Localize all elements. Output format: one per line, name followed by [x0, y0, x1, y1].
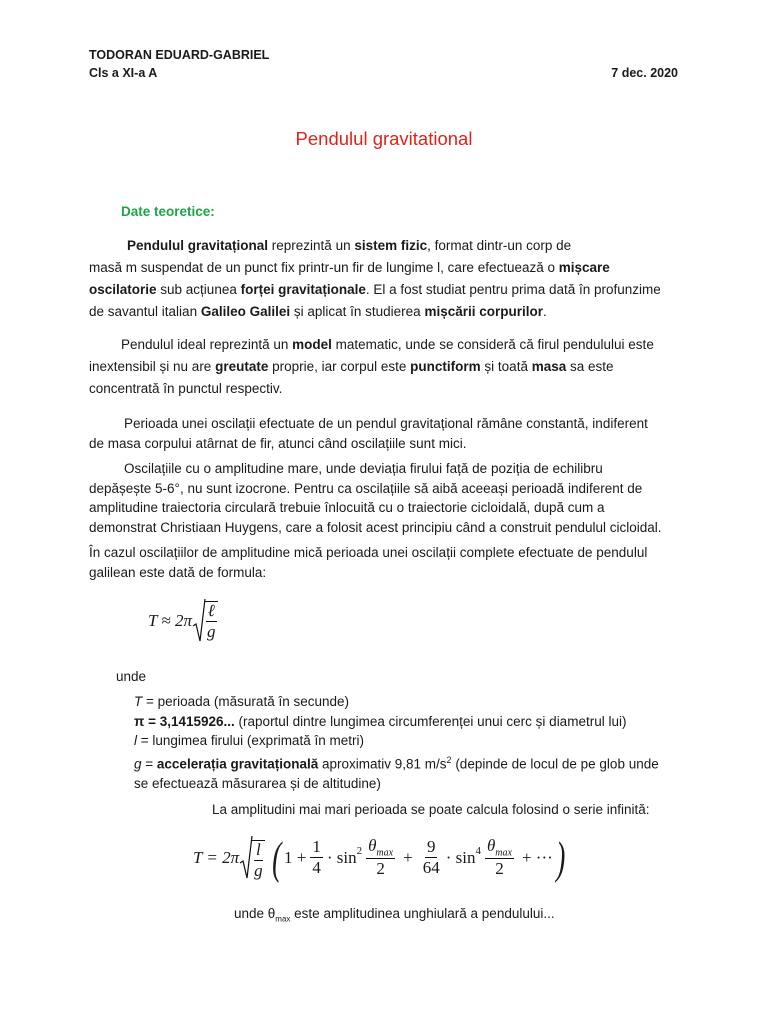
page-title: Pendulul gravitational	[295, 128, 473, 149]
where-label: unde	[116, 669, 147, 684]
paragraph-2: Pendulul ideal reprezintă un model matematic, unde se consideră că firul pendulului este inextensibil și nu are greutate proprie, iar corpul este punctiform și toată masa sa este concentrată în punctul respectiv.	[89, 337, 654, 396]
formula-series: T = 2π $\frac{l}{g}$ ( 1 + $\frac{1}{4}$ · sin $^2$ $\frac{\theta_{max}}{2}$ + $\frac{9}{64}$ · sin $^4$ $\frac{\theta_{max}}{2}$ + ··· )	[193, 832, 566, 883]
def-gravity: g = accelerația gravitațională aproximativ 9,81 $m/s^2$ (depinde de locul de pe glob unde	[134, 754, 659, 771]
definitions-list: T = perioada (măsurată în secunde) π = 3,1415926... (raportul dintre lungimea circumferenței unui cerc și diametrul lui) l = lungimea firului (exprimată în metri) g = accelerația gravitațională aproximativ 9,81 $m/s^2$ (depinde de locul de pe glob unde se efectuează măsurarea și de altitudine)	[134, 694, 659, 791]
def-period: T = perioada (măsurată în secunde)	[134, 694, 349, 709]
paragraph-3: Perioada unei oscilații efectuate de un pendul gravitațional rămâne constantă, indiferent de masa corpului atârnat de fir, atunci când oscilațiile sunt mici.	[89, 416, 648, 451]
paragraph-4: Oscilațiile cu o amplitudine mare, unde deviația firului față de poziția de echilibru depășește 5-6°, nu sunt izocrone. Pentru ca oscilațiile să aibă aceeași perioadă indiferent de amplitudine traiectoria circulară trebuie înlocuită cu o traiectorie cicloidală, după cum a demonstrat Christiaan Huygens, care a folosit acest principiu când a construit pendulul cicloidal.	[89, 461, 662, 535]
author-name: TODORAN EDUARD-GABRIEL	[89, 48, 270, 62]
date-label: 7 dec. 2020	[611, 66, 678, 80]
paragraph-6: La amplitudini mai mari perioada se poate calcula folosind o serie infinită:	[212, 802, 650, 817]
paragraph-5: În cazul oscilațiilor de amplitudine mică perioada unei oscilații complete efectuate de pendulul galilean este dată de formula:	[89, 545, 648, 580]
paragraph-7: unde $\theta_{max}$ este amplitudinea unghiulară a pendulului...	[234, 906, 555, 924]
def-pi: π = 3,1415926... (raportul dintre lungimea circumferenței unui cerc și diametrul lui)	[134, 713, 627, 729]
section-title: Date teoretice:	[121, 204, 215, 219]
paragraph-1: Pendulul gravitațional reprezintă un sistem fizic, format dintr-un corp de masă m suspendat de un punct fix printr-un fir de lungime l, care efectuează o mișcare oscilatorie sub acțiunea forței gravitaționale. El a fost studiat pentru prima dată în profunzime de savantul italian Galileo Galilei și aplicat în studierea mișcării corpurilor.	[89, 238, 661, 319]
class-label: Cls a XI-a A	[89, 66, 158, 80]
sqrt-icon	[239, 835, 253, 881]
formula-small-angle: T ≈ 2π $\frac{\text{ℓ}}{g}$	[148, 598, 218, 644]
sqrt-icon	[192, 598, 206, 644]
def-length: l = lungimea firului (exprimată în metri)	[134, 733, 364, 748]
